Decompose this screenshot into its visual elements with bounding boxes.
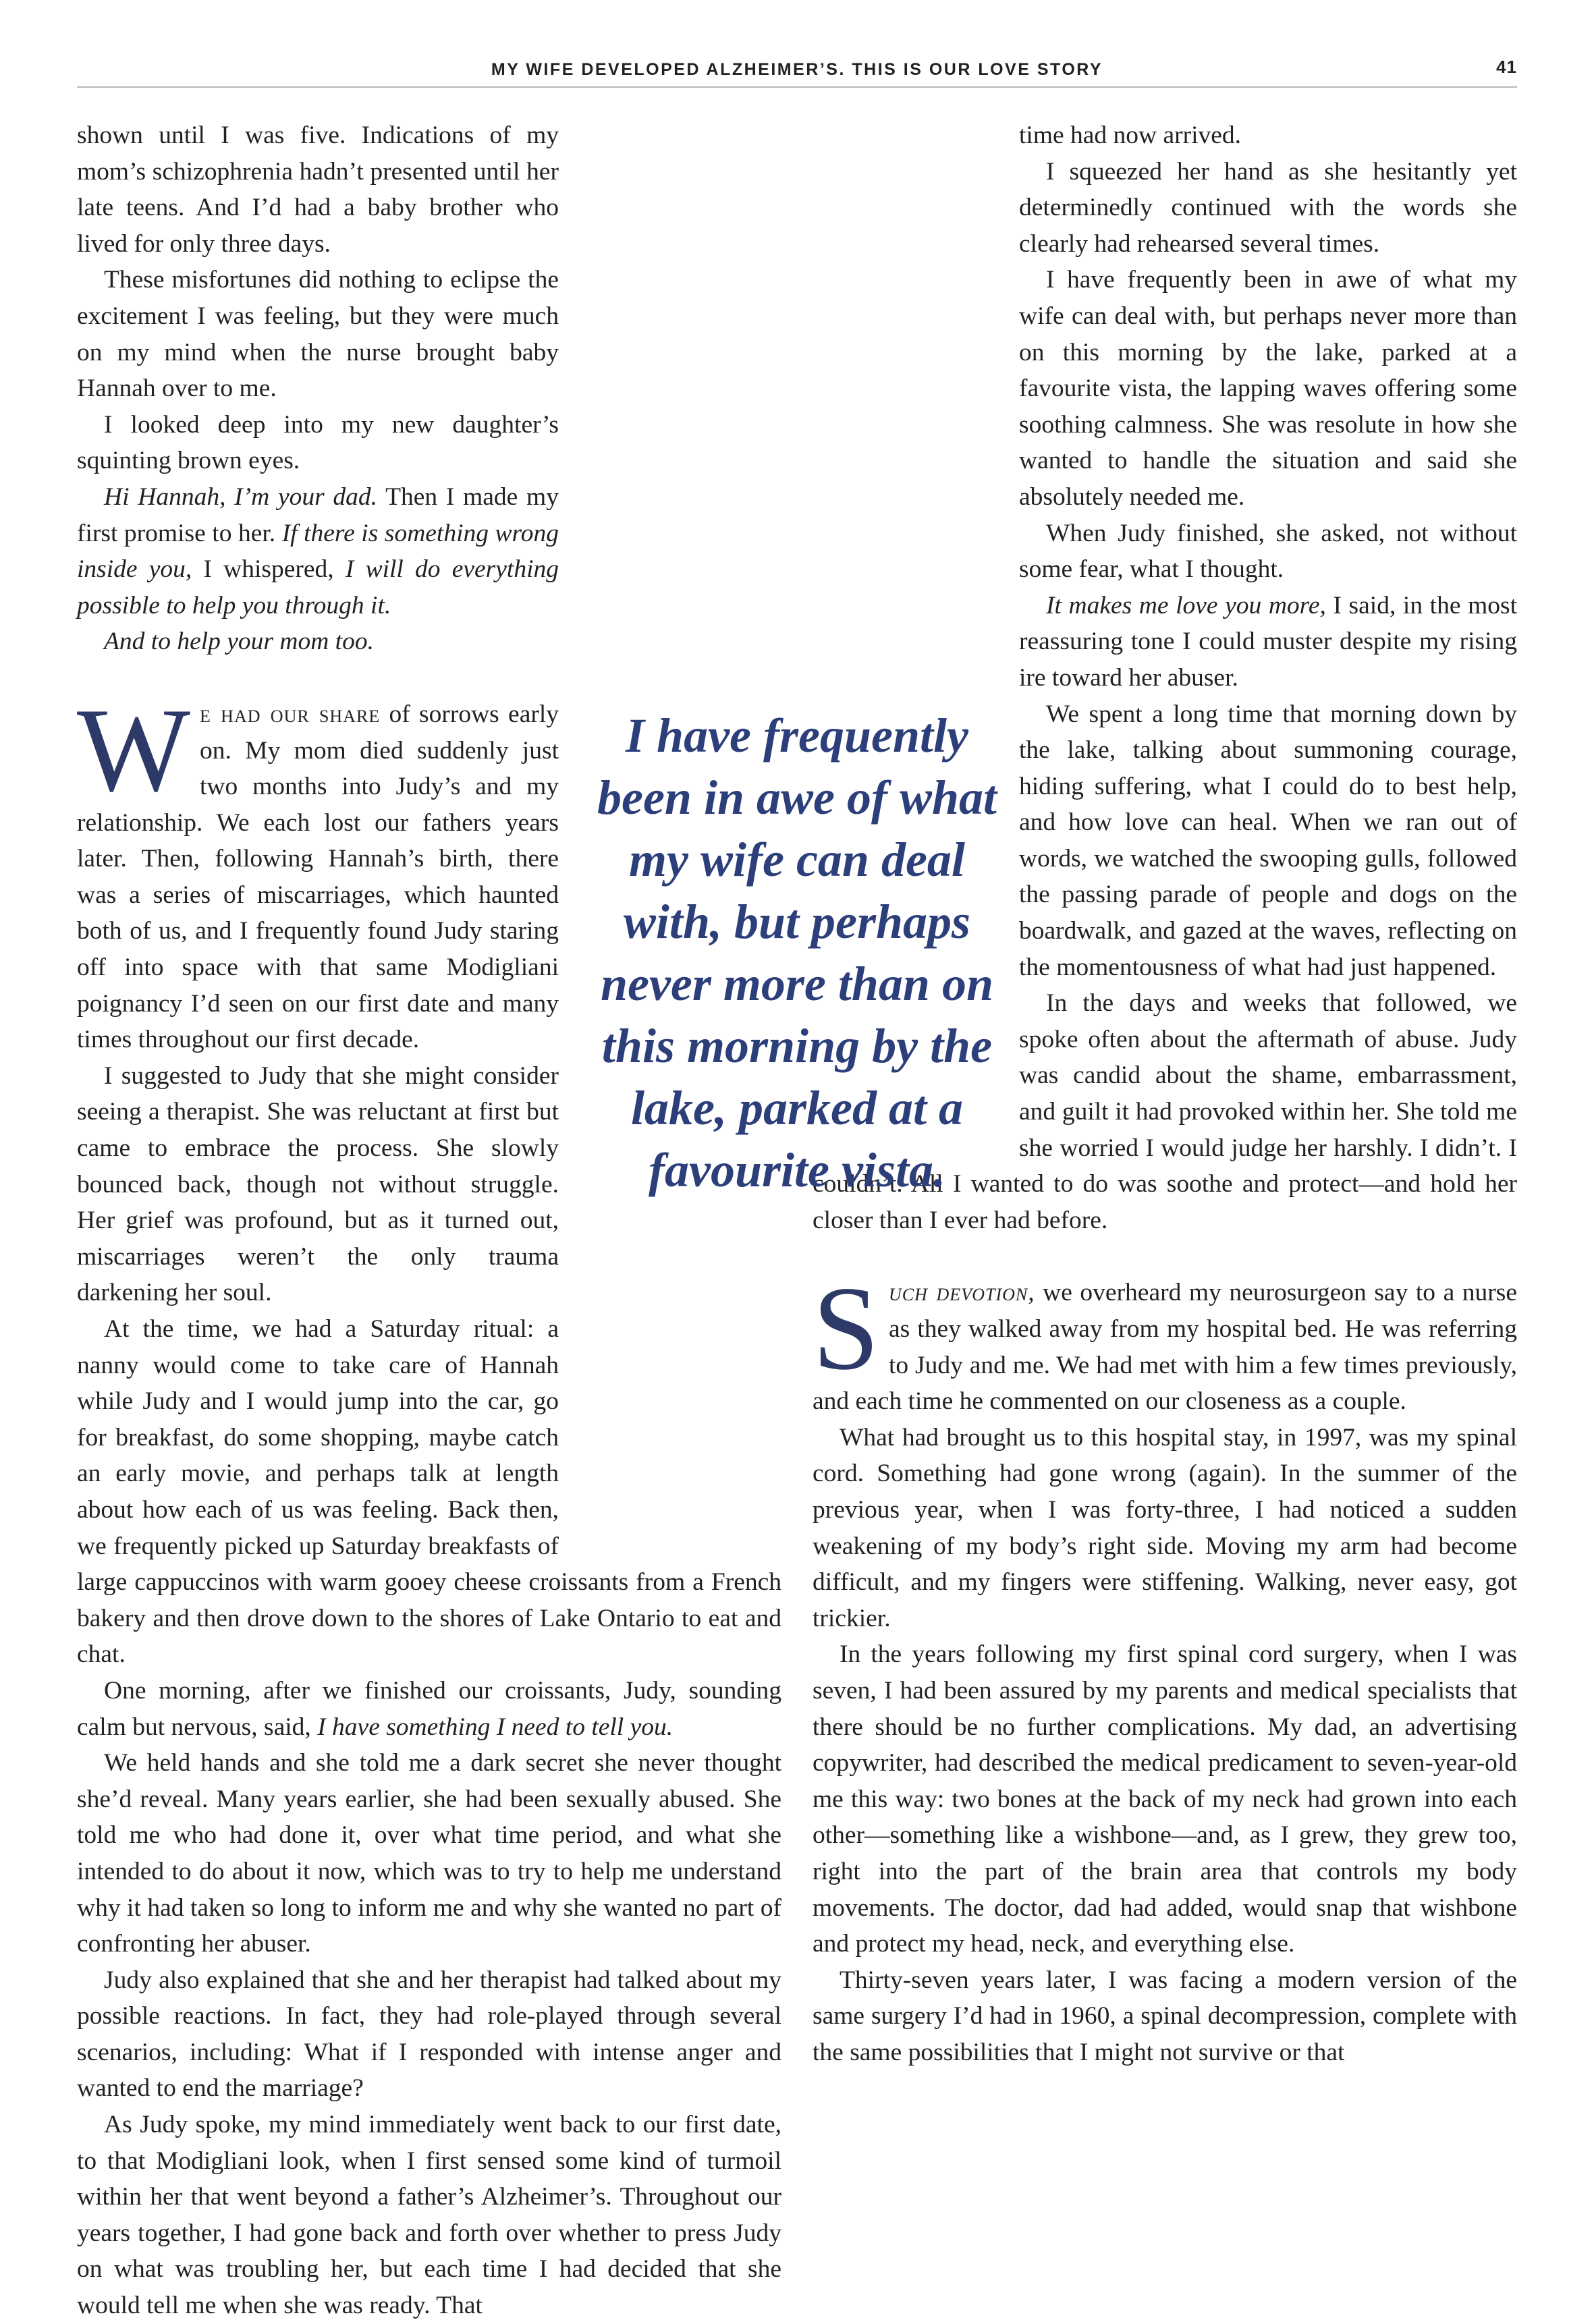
text-run: One morning, after we finished our croissants, Judy, sounding calm but nervous, said, bbox=[77, 1676, 781, 1741]
text-run: I whispered, bbox=[192, 555, 346, 584]
text-run: of sorrows early on. My mom died suddenly just two months into Judy’s and my relationship. We each lost our fathers years later. Then, following Hannah’s birth, there was a series of miscarriages, which haunted both of us, and I frequently found Judy staring off into space with that same Modigliani poignancy I’d seen on our first date and many times throughout our first decade. bbox=[77, 700, 559, 1054]
paragraph: At the time, we had a Saturday ritual: a nanny would come to take care of Hannah while Judy and I would jump into the car, go for breakfast, do some shopping, maybe catch an early movie, and perhaps talk at length about how each of us was feeling. Back then, we frequently picked up Saturday breakfasts of large cappuccinos with warm gooey cheese croissants from a French bakery and then drove down to the shores of Lake Ontario to eat and chat. bbox=[77, 1315, 781, 1669]
paragraph: When Judy finished, she asked, not without some fear, what I thought. bbox=[1019, 519, 1517, 584]
paragraph: In the years following my first spinal cord surgery, when I was seven, I had been assured by my parents and medical specialists that there should be no further complications. My dad, an advertising copywriter, had described the medical predicament to seven-year-old me this way: two bones at the back of my neck had grown into each other—something like a wishbone—and, as I grew, they grew too, right into the part of the brain area that controls my body movements. The doctor, dad had added, would snap that wishbone and protect my head, neck, and everything else. bbox=[813, 1640, 1517, 1958]
italic-text: And to help your mom too. bbox=[104, 628, 374, 656]
left-column bbox=[77, 117, 781, 2324]
paragraph: I squeezed her hand as she hesitantly yet determinedly continued with the words she clearly had rehearsed several times. bbox=[1019, 157, 1517, 258]
italic-text: I will do everything possible to help you through it. bbox=[77, 555, 559, 619]
italic-text: Hi Hannah, I’m your dad. bbox=[104, 482, 378, 511]
running-header bbox=[77, 53, 1517, 88]
paragraph: time had now arrived. bbox=[1019, 121, 1242, 149]
page-number: 41 bbox=[1496, 57, 1517, 77]
paragraph: These misfortunes did nothing to eclipse the excitement I was feeling, but they were much on my mind when the nurse brought baby Hannah over to me. bbox=[77, 266, 559, 403]
text-run: I said, in the most reassuring tone I could muster despite my rising ire toward her abuser. bbox=[1019, 591, 1517, 692]
paragraph: We held hands and she told me a dark secret she never thought she’d reveal. Many years earlier, she had been sexually abused. She told me who had done it, over what time period, and what she intended to do about it now, which was to try to help me understand why it had taken so long to inform me and why she wanted no part of confronting her abuser. bbox=[77, 1749, 781, 1958]
paragraph bbox=[77, 624, 781, 660]
header-title: MY WIFE DEVELOPED ALZHEIMER’S. THIS IS OUR LOVE STORY bbox=[491, 59, 1103, 79]
paragraph: Judy also explained that she and her therapist had talked about my possible reactions. In fact, they had role-played through several scenarios, including: What if I responded with intense anger and wanted to end the marriage? bbox=[77, 1966, 781, 2103]
paragraph: What had brought us to this hospital stay, in 1997, was my spinal cord. Something had gone wrong (again). In the summer of the previous year, when I was forty-three, I had noticed a sudden weakening of my body’s right side. Moving my arm had become difficult, and my fingers were stiffening. Walking, never easy, got trickier. bbox=[813, 1423, 1517, 1632]
text-run: Then I made my first promise to her. bbox=[77, 482, 559, 547]
italic-text: It makes me love you more, bbox=[1046, 591, 1326, 619]
paragraph: We spent a long time that morning down by the lake, talking about summoning courage, hiding suffering, what I could do to best help, and how love can heal. When we ran out of words, we watched the swooping gulls, followed the passing parade of people and dogs on the boardwalk, and gazed at the waves, reflecting on the momentousness of what had just happened. bbox=[1019, 700, 1517, 981]
italic-text: I have something I need to tell you. bbox=[317, 1713, 674, 1741]
paragraph: shown until I was five. Indications of my mom’s schizophrenia hadn’t presented until her late teens. And I’d had a baby brother who lived for only three days. bbox=[77, 121, 559, 258]
paragraph: I looked deep into my new daughter’s squinting brown eyes. bbox=[77, 410, 559, 475]
drop-cap: W bbox=[77, 682, 191, 817]
pull-quote: I have frequently been in awe of what my wife can deal with, but perhaps never more than on this morning by the lake, parked at a favourite vista. bbox=[597, 709, 997, 1197]
italic-text: If there is something wrong inside you, bbox=[77, 519, 559, 584]
text-run: we overheard my neurosurgeon say to a nurse as they walked away from my hospital bed. He was referring to Judy and me. We had met with him a few times previously, and each time he commented on our closeness as a couple. bbox=[813, 1279, 1517, 1416]
paragraph: I suggested to Judy that she might consider seeing a therapist. She was reluctant at first but came to embrace the process. She slowly bounced back, though not without struggle. Her grief was profound, but as it turned out, miscarriages weren’t the only trauma darkening her soul. bbox=[77, 1061, 559, 1307]
small-caps-lead: uch devotion, bbox=[889, 1279, 1035, 1307]
drop-cap: S bbox=[813, 1261, 879, 1395]
paragraph bbox=[77, 479, 781, 624]
paragraph: Thirty-seven years later, I was facing a modern version of the same surgery I’d had in 1960, a spinal decompression, complete with the same possibilities that I might not survive or that bbox=[813, 1966, 1517, 2066]
paragraph: As Judy spoke, my mind immediately went back to our first date, to that Modigliani look, when I first sensed some kind of turmoil within her that went beyond a father’s Alzheimer’s. Throughout our years together, I had gone back and forth over whether to press Judy on what was troubling her, but each time I had decided that she would tell me when she was ready. That bbox=[77, 2111, 781, 2320]
small-caps-lead: e had our share bbox=[200, 700, 381, 728]
paragraph bbox=[77, 1673, 781, 1745]
paragraph: In the days and weeks that followed, we spoke often about the aftermath of abuse. Judy was candid about the shame, embarrassment, and guilt it had provoked within her. She told me she worried I would judge her harshly. I didn’t. I couldn’t. All I wanted to do was soothe and protect—and hold her closer than I ever had before. bbox=[813, 989, 1517, 1234]
section-opening-paragraph bbox=[813, 1261, 1517, 1419]
paragraph: I have frequently been in awe of what my wife can deal with, but perhaps never more than on this morning by the lake, parked at a favourite vista, the lapping waves offering some soothing calmness. She was resolute in how she wanted to handle the situation and said she absolutely needed me. bbox=[1019, 266, 1517, 511]
